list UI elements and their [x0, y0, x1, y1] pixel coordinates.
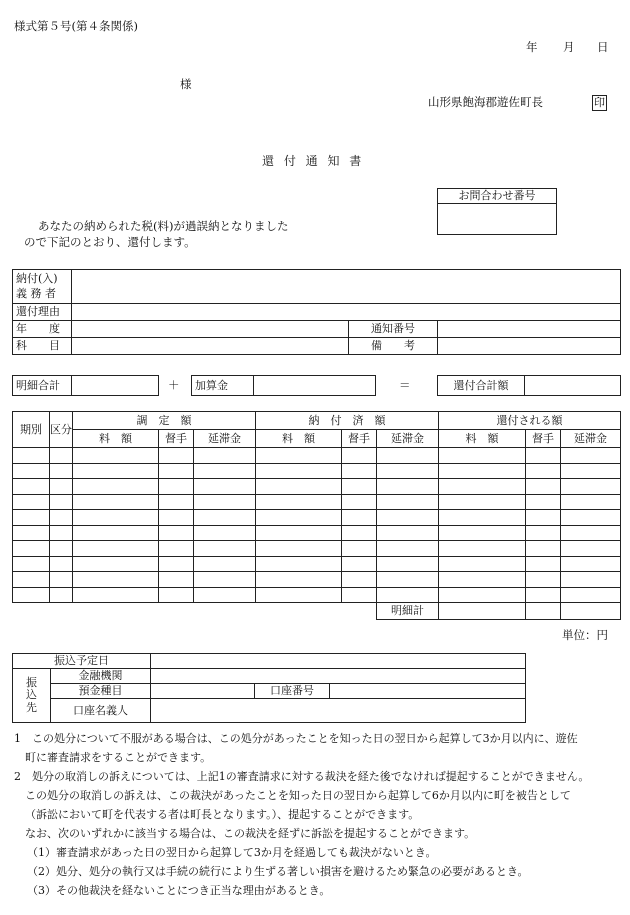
- detail-cell[interactable]: [50, 587, 73, 603]
- bank-value[interactable]: [151, 669, 526, 684]
- deposit-type-value[interactable]: [151, 684, 255, 699]
- table-row: [13, 510, 621, 526]
- detail-cell[interactable]: [377, 510, 439, 526]
- transfer-table: [12, 653, 526, 723]
- date-day: 日: [597, 40, 609, 54]
- detail-cell[interactable]: [526, 525, 561, 541]
- assessed-header: 調 定 額: [73, 412, 256, 430]
- detail-cell[interactable]: [13, 587, 50, 603]
- bank-label: 金融機関: [51, 669, 151, 684]
- detail-cell[interactable]: [256, 510, 342, 526]
- detail-cell[interactable]: [439, 479, 526, 495]
- issuer-name: 山形県飽海郡遊佐町長: [428, 95, 543, 109]
- detail-cell[interactable]: [194, 448, 256, 464]
- detail-cell[interactable]: [377, 587, 439, 603]
- account-name-value[interactable]: [151, 699, 526, 723]
- detail-cell[interactable]: [13, 479, 50, 495]
- detail-cell[interactable]: [526, 479, 561, 495]
- detail-cell[interactable]: [377, 541, 439, 557]
- detail-cell[interactable]: [194, 479, 256, 495]
- detail-cell[interactable]: [159, 463, 194, 479]
- detail-cell[interactable]: [342, 479, 377, 495]
- detail-cell[interactable]: [561, 479, 621, 495]
- assessed-reminder-header: 督手: [159, 430, 194, 448]
- detail-cell[interactable]: [159, 572, 194, 588]
- detail-cell[interactable]: [194, 572, 256, 588]
- detail-cell[interactable]: [256, 587, 342, 603]
- detail-cell[interactable]: [526, 587, 561, 603]
- detail-cell[interactable]: [73, 541, 159, 557]
- detail-cell[interactable]: [342, 448, 377, 464]
- note-1-line-2: 町に審査請求をすることができます。: [25, 751, 212, 764]
- destination-char-1: 振: [26, 675, 37, 689]
- detail-cell[interactable]: [342, 587, 377, 603]
- additional-box: [191, 375, 376, 396]
- refund-late-fee-header: 延滞金: [561, 430, 621, 448]
- destination-label: [13, 669, 51, 723]
- refund-total-value[interactable]: [525, 376, 621, 396]
- document-title: 還 付 通 知 書: [262, 154, 365, 168]
- scheduled-date-label: 振込予定日: [13, 654, 151, 669]
- assessed-amount-header: 料 額: [73, 430, 159, 448]
- unit-label: 単位：円: [562, 628, 608, 642]
- detail-subtotal-label: 明細計: [377, 603, 439, 620]
- detail-cell[interactable]: [439, 587, 526, 603]
- remarks-value[interactable]: [438, 338, 621, 355]
- detail-cell[interactable]: [159, 525, 194, 541]
- scheduled-date-value[interactable]: [151, 654, 526, 669]
- detail-cell[interactable]: [256, 463, 342, 479]
- detail-cell[interactable]: [159, 556, 194, 572]
- payer-label-line2: 義 務 者: [16, 286, 56, 300]
- detail-cell[interactable]: [342, 541, 377, 557]
- paid-reminder-header: 督手: [342, 430, 377, 448]
- additional-value[interactable]: [254, 376, 376, 396]
- item-label: 科 目: [13, 338, 72, 355]
- account-number-value[interactable]: [330, 684, 526, 699]
- table-row: [13, 556, 621, 572]
- notice-number-value[interactable]: [438, 321, 621, 338]
- seal-mark: 印: [594, 96, 605, 109]
- detail-cell[interactable]: [526, 510, 561, 526]
- detail-cell[interactable]: [256, 556, 342, 572]
- detail-cell[interactable]: [73, 494, 159, 510]
- detail-cell[interactable]: [377, 463, 439, 479]
- detail-cell[interactable]: [342, 556, 377, 572]
- paid-amount-header: 料 額: [256, 430, 342, 448]
- detail-cell[interactable]: [50, 556, 73, 572]
- subtotal-value[interactable]: [72, 376, 159, 396]
- detail-cell[interactable]: [194, 494, 256, 510]
- detail-cell[interactable]: [73, 572, 159, 588]
- detail-cell[interactable]: [73, 448, 159, 464]
- detail-cell[interactable]: [526, 494, 561, 510]
- detail-cell[interactable]: [377, 525, 439, 541]
- destination-char-2: 込: [26, 688, 37, 702]
- note-2-item-2: （2）処分、処分の執行又は手続の続行により生ずる著しい損害を避けるため緊急の必要があるとき。: [27, 865, 529, 878]
- detail-cell[interactable]: [342, 463, 377, 479]
- detail-cell[interactable]: [13, 494, 50, 510]
- table-row: [13, 463, 621, 479]
- detail-subtotal-reminder[interactable]: [526, 603, 561, 620]
- note-2-line-2: この処分の取消しの訴えは、この裁決があったことを知った日の翌日から起算して6か月以内に町を被告として: [25, 789, 571, 802]
- detail-cell[interactable]: [73, 479, 159, 495]
- inquiry-box: [437, 188, 557, 235]
- item-value[interactable]: [72, 338, 349, 355]
- detail-cell[interactable]: [342, 494, 377, 510]
- detail-cell[interactable]: [256, 479, 342, 495]
- table-row: [13, 494, 621, 510]
- detail-cell[interactable]: [13, 510, 50, 526]
- note-2-item-1: （1）審査請求があった日の翌日から起算して3か月を経過しても裁決がないとき。: [27, 846, 437, 859]
- detail-cell[interactable]: [439, 494, 526, 510]
- detail-cell[interactable]: [194, 541, 256, 557]
- inquiry-label: お問合わせ番号: [438, 189, 557, 204]
- detail-cell[interactable]: [256, 572, 342, 588]
- table-row: [13, 448, 621, 464]
- refund-reminder-header: 督手: [526, 430, 561, 448]
- info-table: [12, 269, 621, 355]
- detail-cell[interactable]: [159, 587, 194, 603]
- detail-cell[interactable]: [342, 525, 377, 541]
- detail-cell[interactable]: [439, 448, 526, 464]
- payer-value[interactable]: [72, 270, 621, 304]
- detail-cell[interactable]: [50, 525, 73, 541]
- detail-cell[interactable]: [561, 587, 621, 603]
- deposit-type-label: 預金種目: [51, 684, 151, 699]
- detail-table: [12, 411, 621, 620]
- payer-label: [13, 270, 72, 304]
- table-row: [13, 525, 621, 541]
- detail-cell[interactable]: [377, 494, 439, 510]
- detail-cell[interactable]: [439, 510, 526, 526]
- detail-cell[interactable]: [256, 541, 342, 557]
- additional-label: 加算金: [192, 376, 254, 396]
- detail-cell[interactable]: [439, 556, 526, 572]
- form-number: 様式第５号(第４条関係): [14, 19, 138, 33]
- fiscal-year-value[interactable]: [72, 321, 349, 338]
- plus-sign: ＋: [168, 378, 180, 392]
- detail-cell[interactable]: [526, 463, 561, 479]
- table-row: [13, 572, 621, 588]
- detail-cell[interactable]: [13, 556, 50, 572]
- period-header: 期別: [13, 412, 50, 448]
- detail-cell[interactable]: [561, 541, 621, 557]
- detail-cell[interactable]: [561, 556, 621, 572]
- detail-cell[interactable]: [526, 448, 561, 464]
- detail-cell[interactable]: [13, 463, 50, 479]
- intro-line-1: あなたの納められた税(料)が過誤納となりました: [38, 219, 289, 233]
- payer-label-line1: 納付(入): [16, 272, 58, 286]
- refund-total-box: [437, 375, 621, 396]
- detail-cell[interactable]: [342, 572, 377, 588]
- remarks-label: 備 考: [349, 338, 438, 355]
- detail-cell[interactable]: [377, 556, 439, 572]
- detail-cell[interactable]: [194, 525, 256, 541]
- detail-cell[interactable]: [50, 572, 73, 588]
- date-month: 月: [563, 40, 575, 54]
- detail-cell[interactable]: [439, 463, 526, 479]
- detail-subtotal-amount[interactable]: [439, 603, 526, 620]
- detail-cell[interactable]: [439, 572, 526, 588]
- detail-cell[interactable]: [561, 463, 621, 479]
- detail-cell[interactable]: [439, 541, 526, 557]
- reason-label: 還付理由: [13, 304, 72, 321]
- detail-cell[interactable]: [159, 448, 194, 464]
- table-row: [13, 479, 621, 495]
- note-1-line-1: 1 この処分について不服がある場合は、この処分があったことを知った日の翌日から起算して3か月以内に、遊佐: [14, 732, 578, 745]
- account-name-label: 口座名義人: [51, 699, 151, 723]
- detail-cell[interactable]: [73, 510, 159, 526]
- fiscal-year-label: 年 度: [13, 321, 72, 338]
- detail-cell[interactable]: [561, 494, 621, 510]
- detail-cell[interactable]: [73, 463, 159, 479]
- detail-cell[interactable]: [526, 572, 561, 588]
- note-2-line-4: なお、次のいずれかに該当する場合は、この裁決を経ずに訴訟を提起することができます。: [25, 827, 476, 840]
- notice-number-label: 通知番号: [349, 321, 438, 338]
- detail-cell[interactable]: [73, 587, 159, 603]
- detail-cell[interactable]: [377, 448, 439, 464]
- account-number-label: 口座番号: [255, 684, 330, 699]
- detail-cell[interactable]: [561, 572, 621, 588]
- detail-subtotal-spacer: [13, 603, 377, 620]
- detail-cell[interactable]: [256, 525, 342, 541]
- detail-cell[interactable]: [256, 494, 342, 510]
- subtotal-box: [12, 375, 159, 396]
- detail-cell[interactable]: [377, 479, 439, 495]
- assessed-late-fee-header: 延滞金: [194, 430, 256, 448]
- addressee-suffix: 様: [180, 77, 192, 91]
- detail-cell[interactable]: [194, 463, 256, 479]
- detail-cell[interactable]: [73, 525, 159, 541]
- destination-char-3: 先: [26, 700, 37, 714]
- detail-cell[interactable]: [73, 556, 159, 572]
- category-header: 区分: [50, 412, 73, 448]
- refund-header: 還付される額: [439, 412, 621, 430]
- detail-cell[interactable]: [439, 525, 526, 541]
- subtotal-label: 明細合計: [13, 376, 72, 396]
- detail-cell[interactable]: [50, 448, 73, 464]
- detail-cell[interactable]: [50, 510, 73, 526]
- detail-cell[interactable]: [50, 541, 73, 557]
- note-2-line-3: （訴訟において町を代表する者は町長となります。）、提起することができます。: [25, 808, 420, 821]
- detail-cell[interactable]: [561, 525, 621, 541]
- paid-late-fee-header: 延滞金: [377, 430, 439, 448]
- detail-cell[interactable]: [159, 479, 194, 495]
- note-2-line-1: 2 処分の取消しの訴えについては、上記1の審査請求に対する裁決を経た後でなければ提起することができません。: [14, 770, 590, 783]
- detail-cell[interactable]: [50, 494, 73, 510]
- table-row: [13, 587, 621, 603]
- refund-amount-header: 料 額: [439, 430, 526, 448]
- note-2-item-3: （3）その他裁決を経ないことにつき正当な理由があるとき。: [27, 884, 331, 897]
- detail-cell[interactable]: [342, 510, 377, 526]
- detail-cell[interactable]: [377, 572, 439, 588]
- detail-cell[interactable]: [159, 494, 194, 510]
- inquiry-value[interactable]: [438, 204, 557, 235]
- detail-cell[interactable]: [50, 463, 73, 479]
- detail-cell[interactable]: [13, 525, 50, 541]
- intro-line-2: ので下記のとおり、還付します。: [24, 235, 196, 249]
- detail-cell[interactable]: [256, 448, 342, 464]
- detail-cell[interactable]: [194, 556, 256, 572]
- detail-cell[interactable]: [526, 541, 561, 557]
- detail-subtotal-late-fee[interactable]: [561, 603, 621, 620]
- date-year: 年: [526, 40, 538, 54]
- detail-cell[interactable]: [50, 479, 73, 495]
- detail-cell[interactable]: [159, 510, 194, 526]
- detail-cell[interactable]: [194, 510, 256, 526]
- equals-sign: ＝: [399, 378, 411, 392]
- detail-cell[interactable]: [561, 510, 621, 526]
- paid-header: 納 付 済 額: [256, 412, 439, 430]
- table-row: [13, 541, 621, 557]
- detail-cell[interactable]: [159, 541, 194, 557]
- detail-cell[interactable]: [561, 448, 621, 464]
- detail-cell[interactable]: [194, 587, 256, 603]
- refund-total-label: 還付合計額: [438, 376, 525, 396]
- detail-cell[interactable]: [13, 541, 50, 557]
- detail-cell[interactable]: [526, 556, 561, 572]
- detail-cell[interactable]: [13, 572, 50, 588]
- detail-cell[interactable]: [13, 448, 50, 464]
- reason-value[interactable]: [72, 304, 621, 321]
